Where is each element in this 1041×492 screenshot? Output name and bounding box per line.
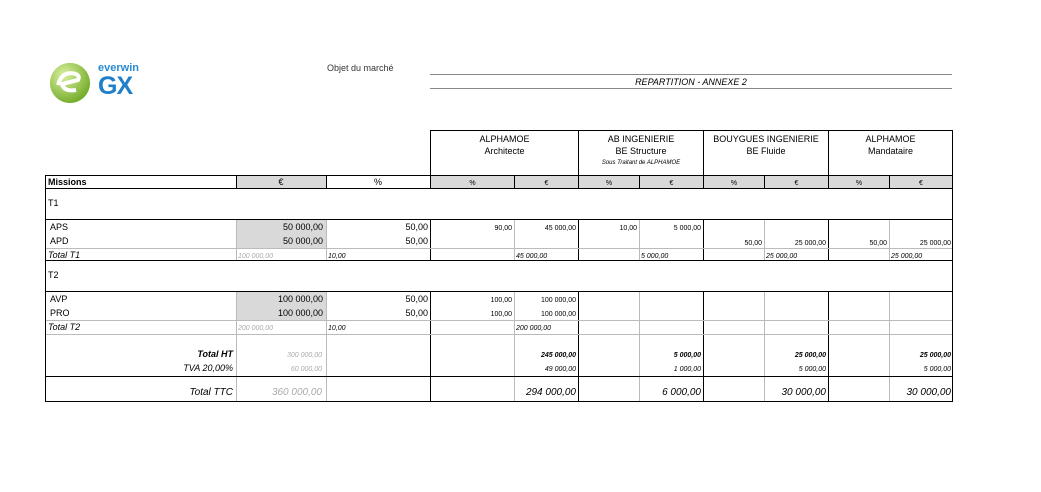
total-ht-label: Total HT <box>197 349 233 359</box>
logo-word: everwin <box>98 62 139 74</box>
total-t2-pct: 10,00 <box>328 325 346 332</box>
p3-eur-header: € <box>794 180 799 187</box>
row-avp-amount: 100 000,00 <box>277 294 323 304</box>
total-t1-p4: 25 000,00 <box>891 253 923 260</box>
pct-header: % <box>373 177 382 187</box>
row-pro-amount: 100 000,00 <box>277 308 323 318</box>
total-ttc-p1: 294 000,00 <box>525 387 576 398</box>
row-aps-p2-pct: 10,00 <box>619 225 637 232</box>
t2-label: T2 <box>48 270 59 280</box>
total-t1-label: Total T1 <box>48 250 81 260</box>
total-ht-amount: 300 000,00 <box>286 352 322 359</box>
total-t1-p1: 45 000,00 <box>516 253 548 260</box>
everwin-gx-logo <box>48 60 148 104</box>
total-t1-pct: 10,00 <box>328 253 346 260</box>
objet-label: Objet du marché <box>327 63 394 73</box>
row-avp-p1-eur: 100 000,00 <box>540 297 576 304</box>
partner-2: AB INGENIERIE BE Structure Sous Traitant de ALPHAMOE <box>601 134 681 166</box>
row-aps-pct: 50,00 <box>405 222 428 232</box>
row-pro-pct: 50,00 <box>405 308 428 318</box>
total-t1-p2: 5 000,00 <box>641 253 669 260</box>
t2-section <box>45 260 953 292</box>
total-ht-p2: 5 000,00 <box>673 352 701 359</box>
tva-p2: 1 000,00 <box>673 366 701 373</box>
row-aps-p1-eur: 45 000,00 <box>544 225 576 232</box>
t2-body <box>45 291 953 402</box>
row-aps-p2-eur: 5 000,00 <box>673 225 701 232</box>
row-apd-p4-eur: 25 000,00 <box>919 240 951 247</box>
p2-pct-header: % <box>605 180 613 187</box>
row-aps-p1-pct: 90,00 <box>494 225 512 232</box>
row-apd-p4-pct: 50,00 <box>869 240 887 247</box>
t1-section <box>45 188 953 220</box>
total-ht-p1: 245 000,00 <box>540 352 576 359</box>
total-ttc-p3: 30 000,00 <box>781 387 826 398</box>
t1-label: T1 <box>48 198 59 208</box>
p2-eur-header: € <box>669 180 674 187</box>
row-pro-p1-pct: 100,00 <box>490 311 512 318</box>
missions-header: Missions <box>48 177 87 187</box>
tva-p1: 49 000,00 <box>544 366 576 373</box>
partner-3: BOUYGUES INGENIERIE BE Fluide <box>713 134 819 156</box>
row-avp-label: AVP <box>50 294 68 304</box>
p4-pct-header: % <box>855 180 863 187</box>
tva-p4: 5 000,00 <box>923 366 951 373</box>
tva-p3: 5 000,00 <box>798 366 826 373</box>
total-ttc-p4: 30 000,00 <box>906 387 951 398</box>
row-aps-amount: 50 000,00 <box>282 222 323 232</box>
row-apd-pct: 50,00 <box>405 236 428 246</box>
total-ttc-label: Total TTC <box>189 387 233 398</box>
total-t2-p1: 200 000,00 <box>516 325 552 332</box>
row-apd-label: APD <box>50 236 69 246</box>
total-ht-p4: 25 000,00 <box>919 352 951 359</box>
total-t2-label: Total T2 <box>48 322 81 332</box>
p3-pct-header: % <box>730 180 738 187</box>
logo-mark: GX <box>98 72 133 100</box>
total-ht-p3: 25 000,00 <box>794 352 826 359</box>
subtitle: REPARTITION - ANNEXE 2 <box>635 77 747 87</box>
total-ttc-p2: 6 000,00 <box>662 387 701 398</box>
row-avp-pct: 50,00 <box>405 294 428 304</box>
total-ttc-amount: 360 000,00 <box>271 387 322 398</box>
partner-1: ALPHAMOE Architecte <box>479 134 530 156</box>
p1-pct-header: % <box>469 180 476 187</box>
partner-4: ALPHAMOE Mandataire <box>865 134 916 156</box>
total-t1-amount: 100 000,00 <box>238 253 274 260</box>
row-aps-label: APS <box>50 222 69 232</box>
row-apd-p3-pct: 50,00 <box>744 240 762 247</box>
p1-eur-header: € <box>544 180 549 187</box>
p4-eur-header: € <box>919 180 923 187</box>
row-apd-p3-eur: 25 000,00 <box>794 240 826 247</box>
row-apd-amount: 50 000,00 <box>282 236 323 246</box>
total-t1-p3: 25 000,00 <box>766 253 798 260</box>
tva-label: TVA 20,00% <box>183 363 233 373</box>
row-pro-label: PRO <box>50 308 70 318</box>
row-avp-p1-pct: 100,00 <box>490 297 512 304</box>
tva-amount: 60 000,00 <box>290 366 322 373</box>
amount-header: € <box>278 177 284 187</box>
total-t2-amount: 200 000,00 <box>238 325 274 332</box>
row-pro-p1-eur: 100 000,00 <box>540 311 576 318</box>
